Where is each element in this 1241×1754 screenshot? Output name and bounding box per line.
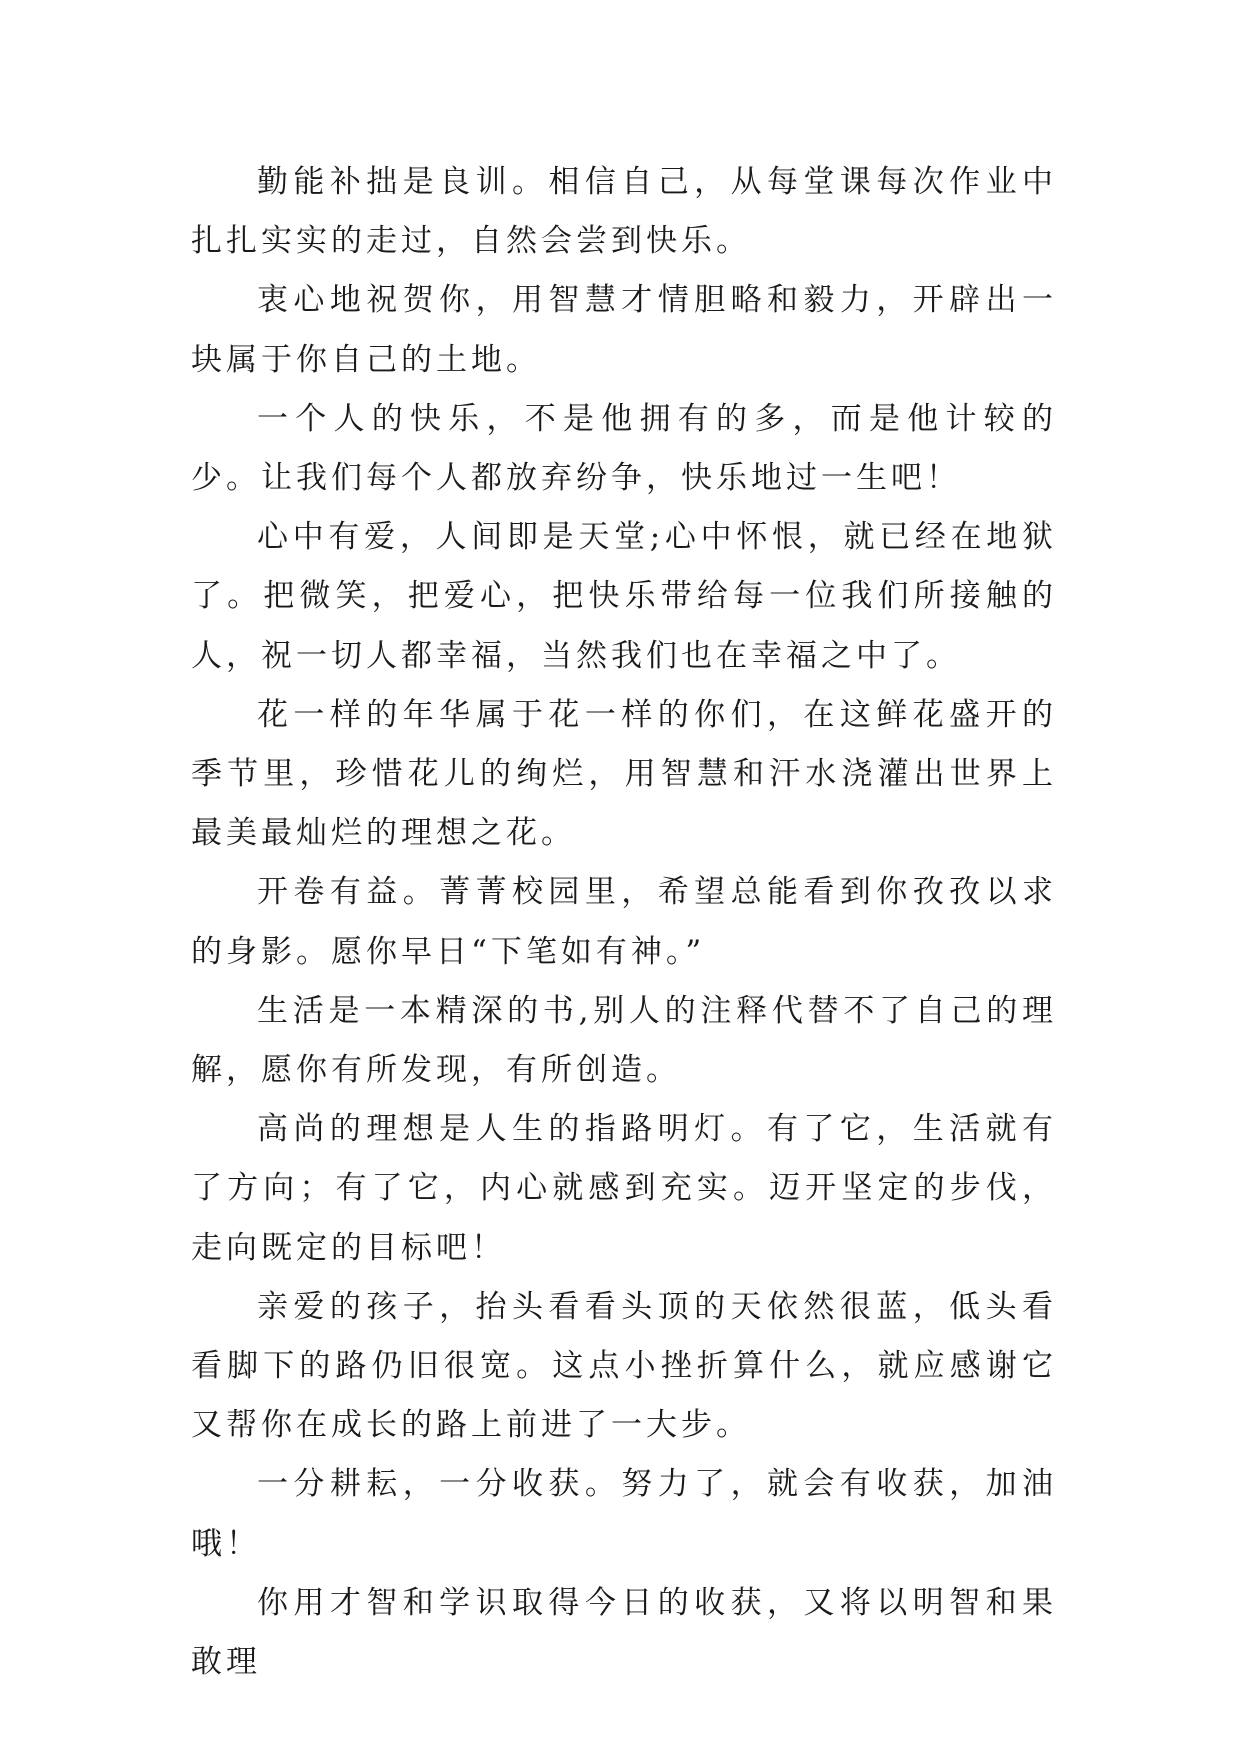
paragraph: 一个人的快乐，不是他拥有的多，而是他计较的少。让我们每个人都放弃纷争，快乐地过一生吧！ [191, 400, 1057, 497]
paragraph: 心中有爱，人间即是天堂;心中怀恨，就已经在地狱了。把微笑，把爱心，把快乐带给每一位我们所接触的人，祝一切人都幸福，当然我们也在幸福之中了。 [191, 519, 1057, 674]
paragraph: 生活是一本精深的书,别人的注释代替不了自己的理解，愿你有所发现，有所创造。 [191, 992, 1057, 1089]
paragraph: 勤能补拙是良训。相信自己，从每堂课每次作业中扎扎实实的走过，自然会尝到快乐。 [191, 164, 1057, 260]
paragraph: 开卷有益。菁菁校园里，希望总能看到你孜孜以求的身影。愿你早日“下笔如有神。” [191, 874, 1057, 970]
paragraph: 你用才智和学识取得今日的收获，又将以明智和果敢理 [191, 1584, 1057, 1681]
body-text [191, 153, 1057, 1692]
paragraph: 一分耕耘，一分收获。努力了，就会有收获，加油哦！ [191, 1466, 1057, 1562]
paragraph: 高尚的理想是人生的指路明灯。有了它，生活就有了方向；有了它，内心就感到充实。迈开坚定的步伐，走向既定的目标吧！ [191, 1111, 1057, 1266]
paragraph: 亲爱的孩子，抬头看看头顶的天依然很蓝，低头看看脚下的路仍旧很宽。这点小挫折算什么，就应感谢它又帮你在成长的路上前进了一大步。 [191, 1288, 1057, 1444]
paragraph: 花一样的年华属于花一样的你们，在这鲜花盛开的季节里，珍惜花儿的绚烂，用智慧和汗水浇灌出世界上最美最灿烂的理想之花。 [191, 696, 1057, 852]
paragraph: 衷心地祝贺你，用智慧才情胆略和毅力，开辟出一块属于你自己的土地。 [191, 282, 1057, 378]
